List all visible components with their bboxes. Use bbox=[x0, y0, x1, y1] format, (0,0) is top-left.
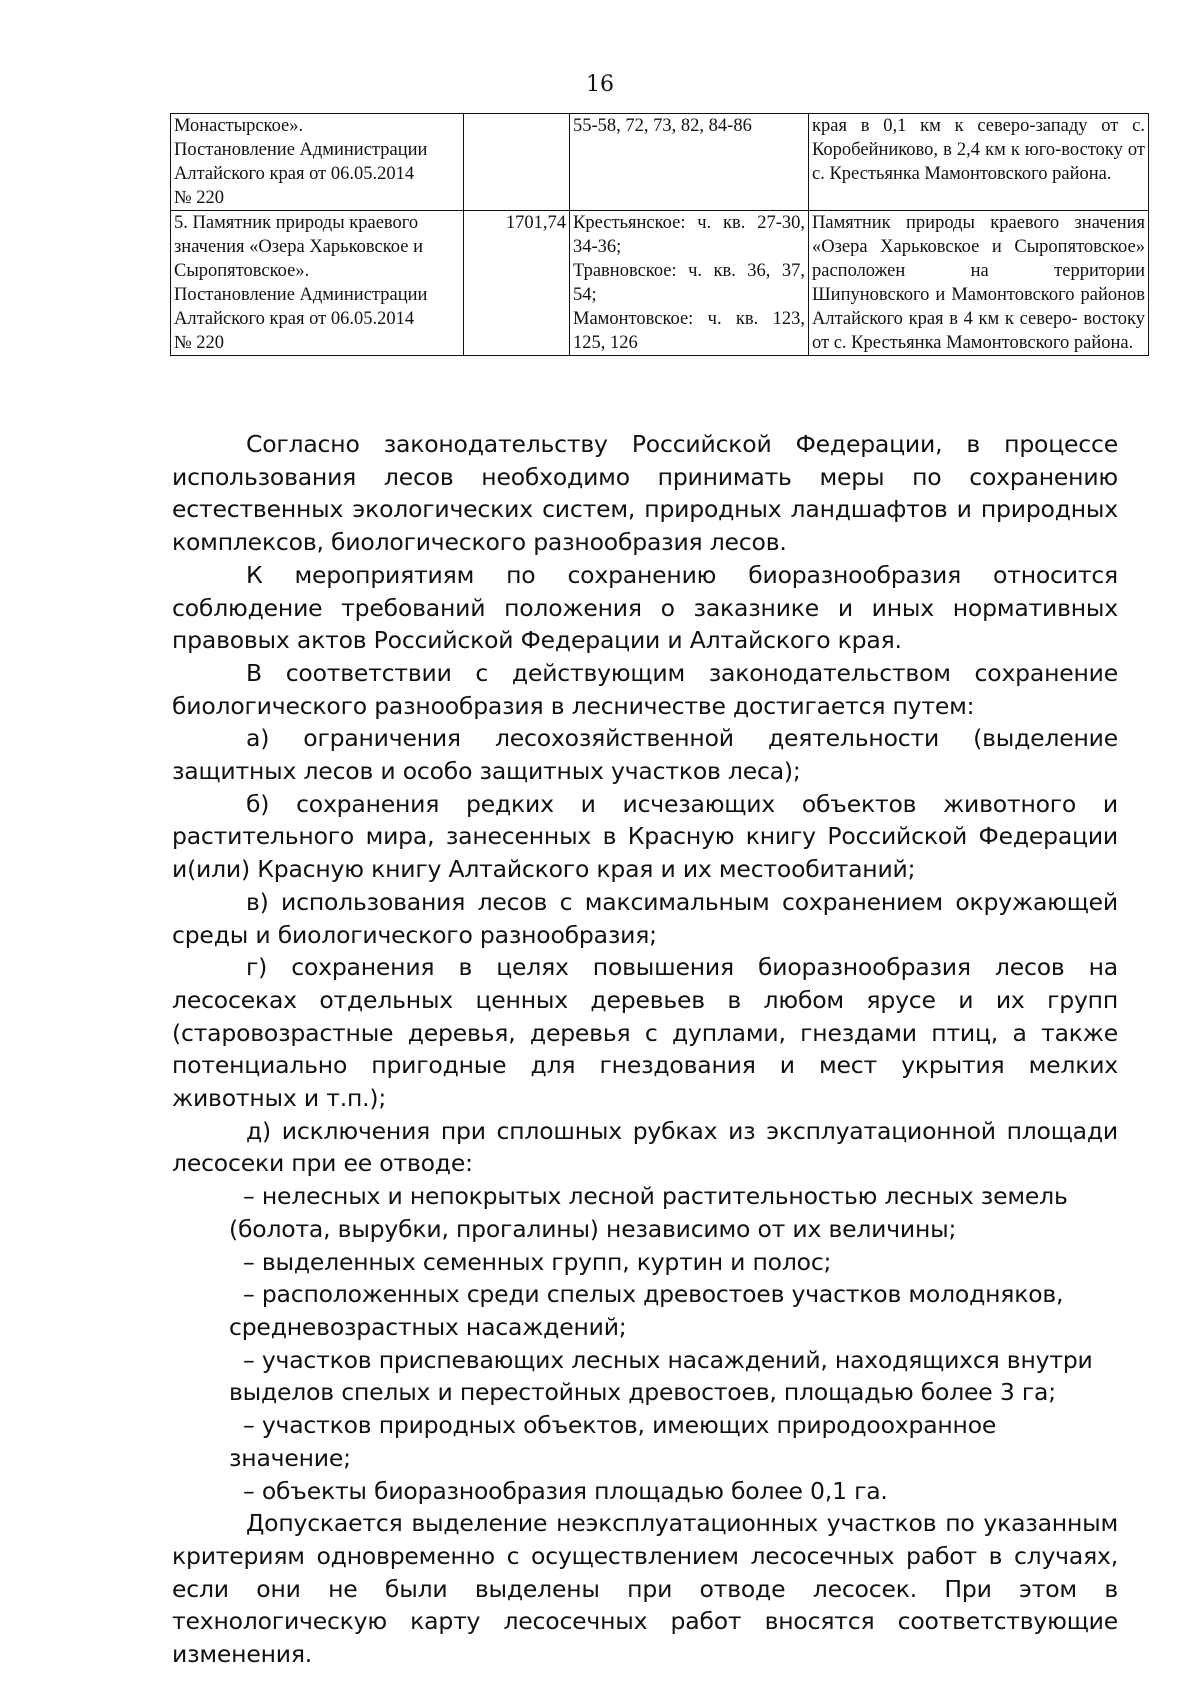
table-row bbox=[171, 114, 1149, 211]
list-item: а) ограничения лесохозяйственной деятельности (выделение защитных лесов и особо защитных участков леса); bbox=[172, 724, 1118, 786]
cell-text-line: Мамонтовское: ч. кв. 123, 125, 126 bbox=[573, 309, 805, 353]
table-cell-location: 55-58, 72, 73, 82, 84-86 bbox=[570, 114, 809, 211]
protected-areas-table bbox=[170, 113, 1149, 356]
sublist-item: – участков природных объектов, имеющих природоохранное значение; bbox=[229, 1411, 997, 1472]
list-item: г) сохранения в целях повышения биоразнообразия лесов на лесосеках отдельных ценных деревьев в любом ярусе и их групп (старовозрастные деревья, деревья с дуплами, гнездами птиц, а также потенциально пригодные для гнездования и мест укрытия мелких животных и т.п.); bbox=[172, 953, 1118, 1113]
body-text bbox=[172, 428, 1118, 1671]
table-cell-location bbox=[570, 211, 809, 356]
cell-text-line: Сыропятовское». bbox=[174, 261, 310, 281]
cell-text-line: Алтайского края от 06.05.2014 bbox=[174, 164, 415, 184]
table-row bbox=[171, 211, 1149, 356]
list-item: д) исключения при сплошных рубках из эксплуатационной площади лесосеки при ее отводе: bbox=[172, 1116, 1118, 1178]
table-cell-description: Памятник природы краевого значения «Озера Харьковское и Сыропятовское» расположен на территории Шипуновского и Мамонтовского районов Алтайского края в 4 км к северо- востоку от с. Крестьянка Мамонтовского района. bbox=[809, 211, 1149, 356]
table-cell-name bbox=[171, 211, 464, 356]
cell-text-line: Крестьянское: ч. кв. 27-30, 34-36; bbox=[573, 213, 805, 257]
cell-text-line: Постановление Администрации bbox=[174, 140, 428, 160]
cell-text-line: № 220 bbox=[174, 188, 225, 208]
paragraph: Согласно законодательству Российской Федерации, в процессе использования лесов необходимо принимать меры по сохранению естественных экологических систем, природных ландшафтов и природных комплексов, биологического разнообразия лесов. bbox=[172, 430, 1118, 557]
table-cell-name bbox=[171, 114, 464, 211]
paragraph: В соответствии с действующим законодательством сохранение биологического разнообразия в лесничестве достигается путем: bbox=[172, 658, 1118, 720]
sublist-item: – расположенных среди спелых древостоев участков молодняков, средневозрастных насаждений; bbox=[229, 1280, 1064, 1341]
sublist-item: – объекты биоразнообразия площадью более 0,1 га. bbox=[243, 1476, 888, 1505]
cell-text-line: Травновское: ч. кв. 36, 37, 54; bbox=[573, 261, 805, 305]
closing-paragraph: Допускается выделение неэксплуатационных участков по указанным критериям одновременно с осуществлением лесосечных работ в случаях, если они не были выделены при отводе лесосек. При этом в технологическую карту лесосечных работ вносятся соответствующие изменения. bbox=[172, 1509, 1118, 1669]
sublist-item: – нелесных и непокрытых лесной растительностью лесных земель (болота, вырубки, прогалины) независимо от их величины; bbox=[229, 1182, 1068, 1243]
sublist-item: – выделенных семенных групп, куртин и полос; bbox=[243, 1247, 832, 1276]
cell-text-line: 5. Памятник природы краевого bbox=[174, 213, 419, 233]
cell-text-line: Алтайского края от 06.05.2014 bbox=[174, 309, 415, 329]
page-number: 16 bbox=[586, 72, 614, 97]
cell-text-line: № 220 bbox=[174, 333, 225, 353]
cell-text-line: Монастырское». bbox=[174, 116, 304, 136]
cell-text-line: значения «Озера Харьковское и bbox=[174, 237, 424, 257]
cell-text-line: Постановление Администрации bbox=[174, 285, 428, 305]
table-cell-description: края в 0,1 км к северо-западу от с. Коробейниково, в 2,4 км к юго-востоку от с. Крестьянка Мамонтовского района. bbox=[809, 114, 1149, 211]
paragraph: К мероприятиям по сохранению биоразнообразия относится соблюдение требований положения о заказнике и иных нормативных правовых актов Российской Федерации и Алтайского края. bbox=[172, 560, 1118, 655]
list-item: в) использования лесов с максимальным сохранением окружающей среды и биологического разнообразия; bbox=[172, 887, 1118, 949]
sublist-item: – участков приспевающих лесных насаждений, находящихся внутри выделов спелых и перестойных древостоев, площадью более 3 га; bbox=[229, 1345, 1093, 1407]
table-cell-area: 1701,74 bbox=[464, 211, 570, 356]
list-item: б) сохранения редких и исчезающих объектов животного и растительного мира, занесенных в Красную книгу Российской Федерации и(или) Красную книгу Алтайского края и их местообитаний; bbox=[172, 789, 1118, 884]
table-cell-area bbox=[464, 114, 570, 211]
